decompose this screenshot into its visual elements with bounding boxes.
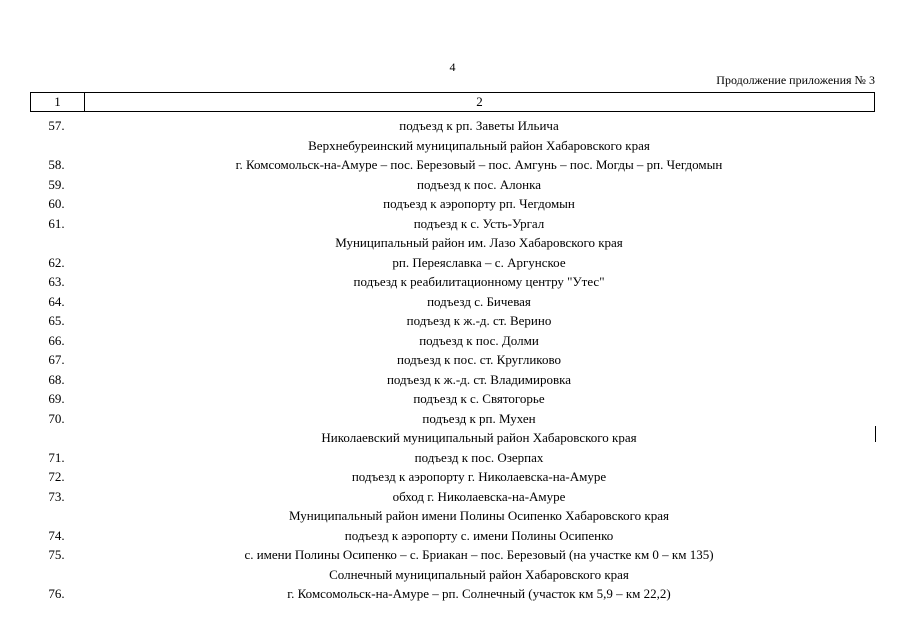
table-row [30,272,875,292]
row-number: 63. [48,274,65,290]
section-heading-row [30,565,875,585]
table-row [30,253,875,273]
table-row [30,214,875,234]
road-name: подъезд к рп. Заветы Ильича [399,118,559,134]
row-number: 68. [48,371,65,387]
row-number: 71. [48,449,65,465]
table-row [30,311,875,331]
row-number: 57. [48,118,65,134]
table-row [30,389,875,409]
road-name: подъезд к пос. Долми [419,332,539,348]
row-number: 72. [48,469,65,485]
row-number: 70. [48,410,65,426]
text-cursor [875,426,876,442]
road-name: подъезд с. Бичевая [427,293,531,309]
section-heading: Солнечный муниципальный район Хабаровского края [329,566,629,582]
section-heading: Верхнебуреинский муниципальный район Хабаровского края [308,137,650,153]
table-row [30,175,875,195]
road-name: подъезд к реабилитационному центру "Утес" [353,274,605,290]
table-row [30,155,875,175]
row-number: 61. [48,215,65,231]
section-heading-row [30,428,875,448]
table-row [30,194,875,214]
row-number: 66. [48,332,65,348]
row-number: 74. [48,527,65,543]
road-name: с. имени Полины Осипенко – с. Бриакан – пос. Березовый (на участке км 0 – км 135) [244,547,714,563]
road-name: подъезд к пос. Озерпах [414,449,544,465]
table-row [30,331,875,351]
road-name: подъезд к ж.-д. ст. Верино [406,313,552,329]
road-name: подъезд к с. Святогорье [413,391,545,407]
road-name: г. Комсомольск-на-Амуре – рп. Солнечный (участок км 5,9 – км 22,2) [287,586,671,602]
section-heading-row [30,136,875,156]
row-number: 62. [48,254,65,270]
road-name: рп. Переяславка – с. Аргунское [392,254,566,270]
road-name: подъезд к пос. Алонка [417,176,541,192]
road-name: подъезд к с. Усть-Ургал [413,215,545,231]
road-name: подъезд к аэропорту с. имени Полины Осипенко [344,527,614,543]
table-row [30,292,875,312]
road-name: подъезд к аэропорту г. Николаевска-на-Амуре [351,469,607,485]
road-name: подъезд к пос. ст. Кругликово [396,352,562,368]
table-row [30,409,875,429]
row-number: 69. [48,391,65,407]
row-number: 58. [48,157,65,173]
road-name: подъезд к ж.-д. ст. Владимировка [386,371,572,387]
row-number: 64. [48,293,65,309]
section-heading-row [30,233,875,253]
road-name: обход г. Николаевска-на-Амуре [392,488,566,504]
row-number: 65. [48,313,65,329]
table-row [30,526,875,546]
road-name: подъезд к аэропорту рп. Чегдомын [383,196,575,212]
row-number: 67. [48,352,65,368]
table-row [30,350,875,370]
table-row [30,584,875,604]
table-row [30,370,875,390]
table-row [30,467,875,487]
table-row [30,116,875,136]
header-col-name: 2 [476,94,483,109]
row-number: 75. [48,547,65,563]
row-number: 73. [48,488,65,504]
table-row [30,545,875,565]
section-heading: Муниципальный район имени Полины Осипенко Хабаровского края [289,508,669,524]
section-heading: Муниципальный район им. Лазо Хабаровского края [335,235,623,251]
table-row [30,487,875,507]
row-number: 60. [48,196,65,212]
table-header [30,92,875,112]
road-name: подъезд к рп. Мухен [422,410,536,426]
page-number: 4 [449,60,456,74]
row-number: 59. [48,176,65,192]
table-row [30,448,875,468]
section-heading: Николаевский муниципальный район Хабаровского края [321,430,637,446]
continuation-label: Продолжение приложения № 3 [716,73,875,87]
header-col-number: 1 [31,93,85,111]
section-heading-row [30,506,875,526]
row-number: 76. [48,586,65,602]
table-body [30,116,875,604]
road-name: г. Комсомольск-на-Амуре – пос. Березовый – пос. Амгунь – пос. Могды – рп. Чегдомын [235,157,723,173]
